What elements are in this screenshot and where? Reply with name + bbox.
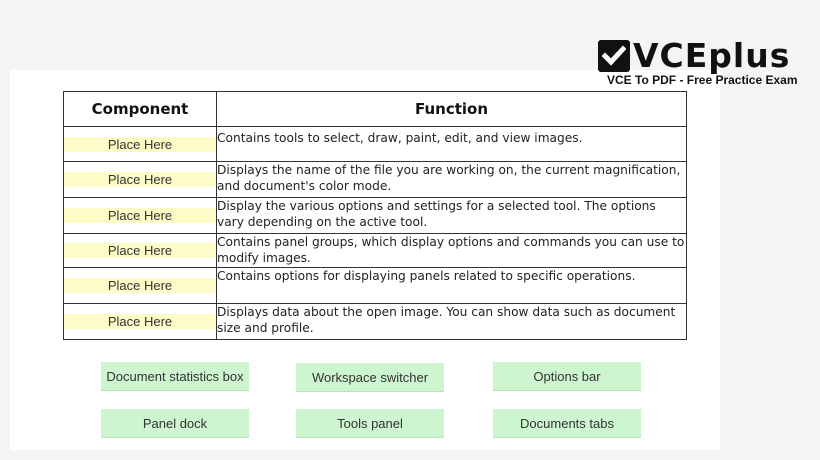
table-row (64, 162, 687, 198)
drop-target-label: Place Here (64, 172, 216, 187)
function-description: Display the various options and settings for a selected tool. The options vary depending on the active tool. (217, 198, 687, 234)
column-header-component: Component (64, 92, 217, 127)
function-description: Displays data about the open image. You can show data such as document size and profile. (217, 304, 687, 340)
table-header-row (64, 92, 687, 127)
choice-documents-tabs[interactable]: Documents tabs (493, 409, 641, 438)
choice-panel-dock[interactable]: Panel dock (101, 409, 249, 438)
drop-target-label: Place Here (64, 243, 216, 258)
drop-target-label: Place Here (64, 314, 216, 329)
table-row (64, 234, 687, 268)
function-description: Contains options for displaying panels related to specific operations. (217, 268, 687, 304)
drop-target-3[interactable] (64, 198, 217, 234)
choice-options-bar[interactable]: Options bar (493, 362, 641, 391)
choice-document-statistics-box[interactable]: Document statistics box (101, 362, 249, 391)
drop-target-5[interactable] (64, 268, 217, 304)
drop-target-4[interactable] (64, 234, 217, 268)
drop-target-6[interactable] (64, 304, 217, 340)
matching-table (63, 91, 687, 340)
drop-target-label: Place Here (64, 278, 216, 293)
function-description: Contains tools to select, draw, paint, edit, and view images. (217, 127, 687, 162)
drop-target-1[interactable] (64, 127, 217, 162)
choice-tools-panel[interactable]: Tools panel (296, 409, 444, 438)
checkmark-icon (598, 40, 630, 72)
column-header-function: Function (217, 92, 687, 127)
logo-tagline: VCE To PDF - Free Practice Exam (607, 73, 798, 87)
table-row (64, 304, 687, 340)
logo-brand: VCEplus (633, 36, 791, 75)
function-description: Contains panel groups, which display options and commands you can use to modify images. (217, 234, 687, 268)
drop-target-2[interactable] (64, 162, 217, 198)
table-row (64, 268, 687, 304)
choice-workspace-switcher[interactable]: Workspace switcher (296, 363, 444, 392)
function-description: Displays the name of the file you are working on, the current magnification, and document's color mode. (217, 162, 687, 198)
drop-target-label: Place Here (64, 137, 216, 152)
table-row (64, 198, 687, 234)
vceplus-logo (598, 38, 813, 88)
table-row (64, 127, 687, 162)
drop-target-label: Place Here (64, 208, 216, 223)
